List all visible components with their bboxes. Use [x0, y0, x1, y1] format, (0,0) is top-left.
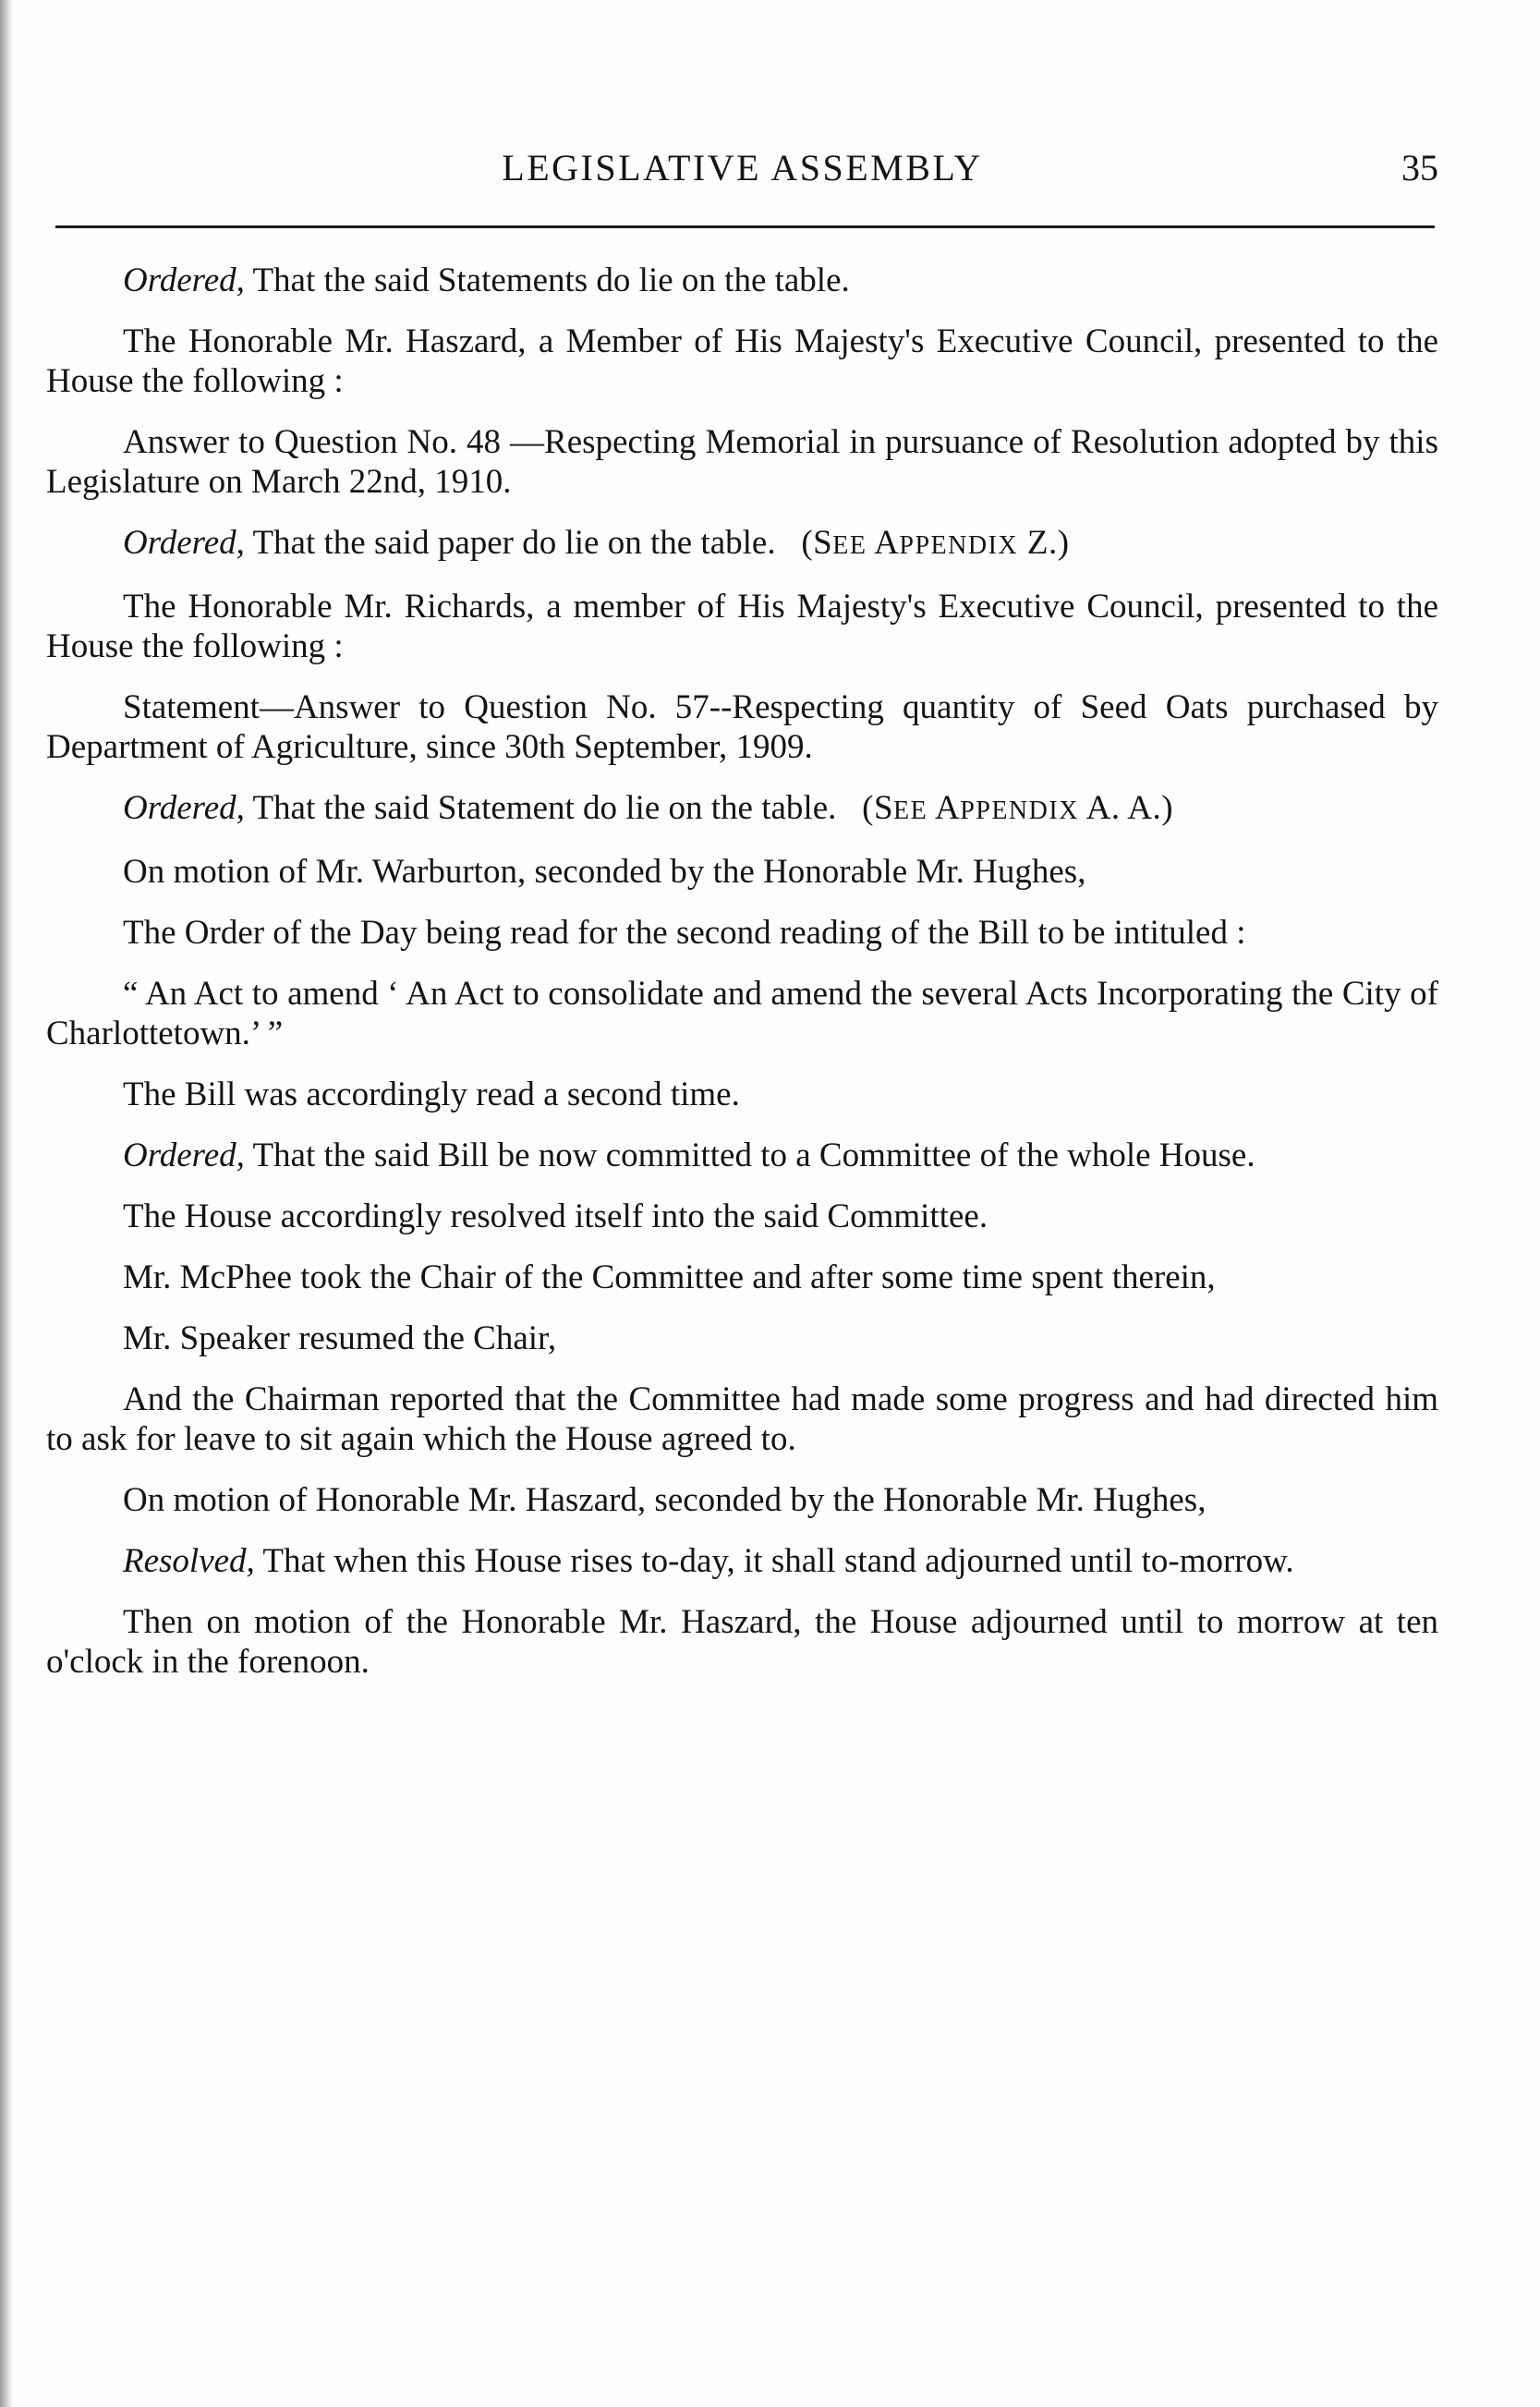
paragraph-text: That the said paper do lie on the table.: [244, 524, 776, 562]
appendix-reference: [801, 524, 1069, 562]
paragraph: [46, 523, 1438, 565]
paragraph-text: That the said Statements do lie on the table.: [244, 261, 850, 299]
paragraph: “ An Act to amend ‘ An Act to consolidate and amend the several Acts Incorporating the City of Charlottetown.’ ”: [46, 975, 1438, 1052]
appendix-smallcaps: PPENDIX: [960, 796, 1079, 825]
appendix-open: (S: [862, 789, 894, 827]
appendix-smallcaps: EE: [893, 796, 928, 825]
appendix-close: Z.): [1018, 524, 1070, 562]
paragraph: And the Chairman reported that the Committee had made some progress and had directed him to ask for leave to sit again which the House agreed to.: [46, 1380, 1438, 1458]
paragraph: [46, 1136, 1438, 1175]
header-rule: [55, 225, 1435, 228]
appendix-close: A. A.): [1078, 789, 1174, 827]
paragraph: On motion of Mr. Warburton, seconded by the Honorable Mr. Hughes,: [123, 853, 1086, 891]
paragraph-lead: Ordered,: [123, 524, 245, 562]
paragraph: The Bill was accordingly read a second time.: [123, 1076, 740, 1113]
paragraph: The Honorable Mr. Richards, a member of His Majesty's Executive Council, presented to the House the following :: [46, 588, 1438, 665]
paragraph: [46, 1541, 1438, 1581]
appendix-open: (S: [801, 524, 833, 562]
journal-body: [46, 261, 1438, 1703]
appendix-smallcaps: EE: [832, 531, 867, 560]
paragraph-text: That when this House rises to-day, it shall stand adjourned until to-morrow.: [254, 1542, 1294, 1580]
paragraph: On motion of Honorable Mr. Haszard, seconded by the Honorable Mr. Hughes,: [123, 1481, 1207, 1519]
paragraph-lead: Ordered,: [123, 261, 245, 299]
paragraph: Mr. Speaker resumed the Chair,: [123, 1319, 557, 1357]
page-edge-shadow: [0, 0, 13, 2407]
paragraph: The Honorable Mr. Haszard, a Member of His Majesty's Executive Council, presented to the House the following :: [46, 322, 1438, 400]
paragraph: Mr. McPhee took the Chair of the Committee and after some time spent therein,: [123, 1258, 1216, 1296]
paragraph-text: That the said Bill be now committed to a Committee of the whole House.: [244, 1137, 1255, 1174]
paragraph: Answer to Question No. 48 —Respecting Memorial in pursuance of Resolution adopted by this Legislature on March 22nd, 1910.: [46, 423, 1438, 501]
paragraph-lead: Resolved,: [123, 1542, 255, 1580]
running-head-title: LEGISLATIVE ASSEMBLY: [502, 147, 983, 188]
paragraph-lead: Ordered,: [123, 789, 245, 827]
paragraph: [46, 788, 1438, 831]
paragraph: Statement—Answer to Question No. 57--Respecting quantity of Seed Oats purchased by Department of Agriculture, since 30th September, 1909.: [46, 688, 1438, 766]
paragraph: [46, 261, 1438, 300]
appendix-reference: [862, 789, 1173, 827]
paragraph-text: That the said Statement do lie on the table.: [244, 789, 837, 827]
appendix-smallcaps: PPENDIX: [899, 531, 1019, 560]
appendix-mid: A: [928, 789, 961, 827]
running-head: [46, 139, 1438, 203]
paragraph: The House accordingly resolved itself into the said Committee.: [123, 1197, 988, 1235]
appendix-mid: A: [867, 524, 900, 562]
paragraph-lead: Ordered,: [123, 1137, 245, 1174]
paragraph: The Order of the Day being read for the second reading of the Bill to be intituled :: [123, 914, 1246, 952]
paragraph: Then on motion of the Honorable Mr. Haszard, the House adjourned until to morrow at ten o'clock in the forenoon.: [46, 1603, 1438, 1681]
page-number: 35: [1401, 147, 1438, 188]
